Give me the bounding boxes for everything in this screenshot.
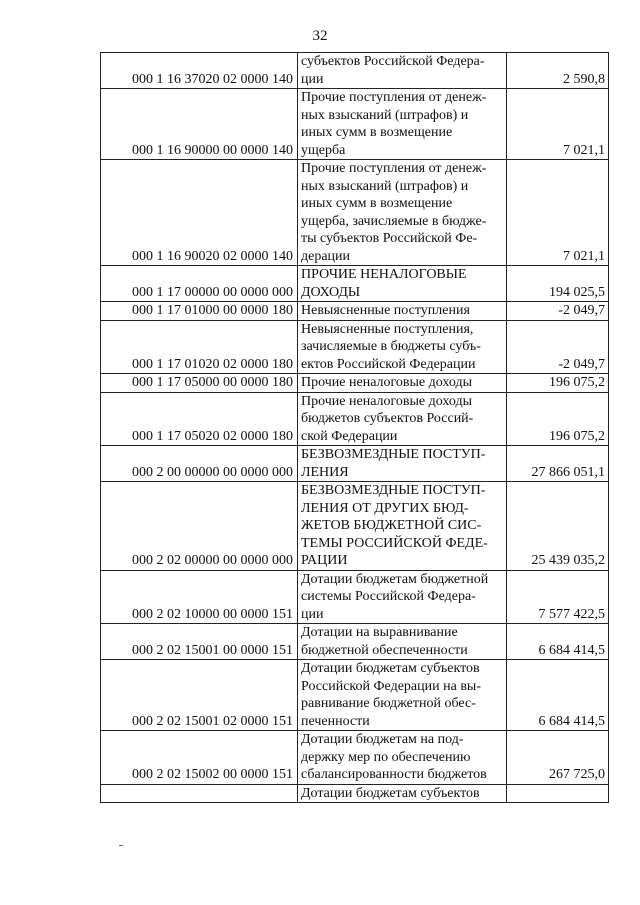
revenue-name-cell: Прочие поступления от денеж- ных взысканий (штрафов) и иных сумм в возмещение ущерба, зачисляемые в бюдже- ты субъектов Российской Фе- дерации: [298, 160, 507, 266]
amount-cell: 27 866 051,1: [507, 446, 609, 482]
revenue-name-cell: Дотации бюджетам на под- держку мер по обеспечению сбалансированности бюджетов: [298, 731, 507, 785]
budget-code-cell: 000 1 16 90020 02 0000 140: [101, 160, 298, 266]
table-row: [101, 482, 609, 571]
budget-code-cell: 000 2 02 15001 00 0000 151: [101, 624, 298, 660]
amount-cell: 194 025,5: [507, 266, 609, 302]
revenue-name-cell: БЕЗВОЗМЕЗДНЫЕ ПОСТУП- ЛЕНИЯ ОТ ДРУГИХ БЮД- ЖЕТОВ БЮДЖЕТНОЙ СИС- ТЕМЫ РОССИЙСКОЙ ФЕДЕ- РАЦИИ: [298, 482, 507, 571]
revenue-name-cell: Дотации бюджетам бюджетной системы Российской Федера- ции: [298, 570, 507, 624]
scan-mark: [119, 845, 123, 846]
budget-code-cell: 000 2 02 15002 00 0000 151: [101, 731, 298, 785]
revenue-name-cell: ПРОЧИЕ НЕНАЛОГОВЫЕ ДОХОДЫ: [298, 266, 507, 302]
budget-code-cell: [101, 784, 298, 803]
amount-cell: 6 684 414,5: [507, 660, 609, 731]
amount-cell: 7 021,1: [507, 160, 609, 266]
amount-cell: 7 577 422,5: [507, 570, 609, 624]
amount-cell: [507, 784, 609, 803]
amount-cell: 6 684 414,5: [507, 624, 609, 660]
amount-cell: 196 075,2: [507, 392, 609, 446]
revenue-name-cell: Дотации на выравнивание бюджетной обеспеченности: [298, 624, 507, 660]
table-row: [101, 660, 609, 731]
table-row: [101, 374, 609, 393]
budget-code-cell: 000 1 16 37020 02 0000 140: [101, 53, 298, 89]
revenue-name-cell: Невыясненные поступления: [298, 302, 507, 321]
budget-code-cell: 000 1 17 01000 00 0000 180: [101, 302, 298, 321]
budget-code-cell: 000 2 02 00000 00 0000 000: [101, 482, 298, 571]
budget-code-cell: 000 1 17 05000 00 0000 180: [101, 374, 298, 393]
budget-code-cell: 000 1 17 05020 02 0000 180: [101, 392, 298, 446]
table-row: [101, 570, 609, 624]
table-row: [101, 446, 609, 482]
budget-code-cell: 000 2 02 10000 00 0000 151: [101, 570, 298, 624]
budget-code-cell: 000 2 02 15001 02 0000 151: [101, 660, 298, 731]
revenue-name-cell: Прочие неналоговые доходы бюджетов субъектов Россий- ской Федерации: [298, 392, 507, 446]
revenue-name-cell: Дотации бюджетам субъектов Российской Федерации на вы- равнивание бюджетной обес- печенности: [298, 660, 507, 731]
table-row: [101, 53, 609, 89]
revenue-name-cell: Дотации бюджетам субъектов: [298, 784, 507, 803]
revenue-name-cell: субъектов Российской Федера- ции: [298, 53, 507, 89]
revenue-name-cell: Прочие поступления от денеж- ных взысканий (штрафов) и иных сумм в возмещение ущерба: [298, 89, 507, 160]
revenue-name-cell: Прочие неналоговые доходы: [298, 374, 507, 393]
table-row: [101, 302, 609, 321]
budget-code-cell: 000 2 00 00000 00 0000 000: [101, 446, 298, 482]
table-row: [101, 784, 609, 803]
revenue-name-cell: БЕЗВОЗМЕЗДНЫЕ ПОСТУП- ЛЕНИЯ: [298, 446, 507, 482]
amount-cell: -2 049,7: [507, 302, 609, 321]
budget-revenue-table: [100, 52, 609, 803]
table-row: [101, 89, 609, 160]
amount-cell: 267 725,0: [507, 731, 609, 785]
table-row: [101, 266, 609, 302]
table-row: [101, 624, 609, 660]
budget-code-cell: 000 1 17 00000 00 0000 000: [101, 266, 298, 302]
table-row: [101, 160, 609, 266]
table-row: [101, 731, 609, 785]
amount-cell: 7 021,1: [507, 89, 609, 160]
amount-cell: 25 439 035,2: [507, 482, 609, 571]
amount-cell: 2 590,8: [507, 53, 609, 89]
table-row: [101, 392, 609, 446]
amount-cell: 196 075,2: [507, 374, 609, 393]
page-number: 32: [312, 28, 328, 44]
budget-code-cell: 000 1 16 90000 00 0000 140: [101, 89, 298, 160]
amount-cell: -2 049,7: [507, 320, 609, 374]
revenue-name-cell: Невыясненные поступления, зачисляемые в бюджеты субъ- ектов Российской Федерации: [298, 320, 507, 374]
table-row: [101, 320, 609, 374]
budget-code-cell: 000 1 17 01020 02 0000 180: [101, 320, 298, 374]
